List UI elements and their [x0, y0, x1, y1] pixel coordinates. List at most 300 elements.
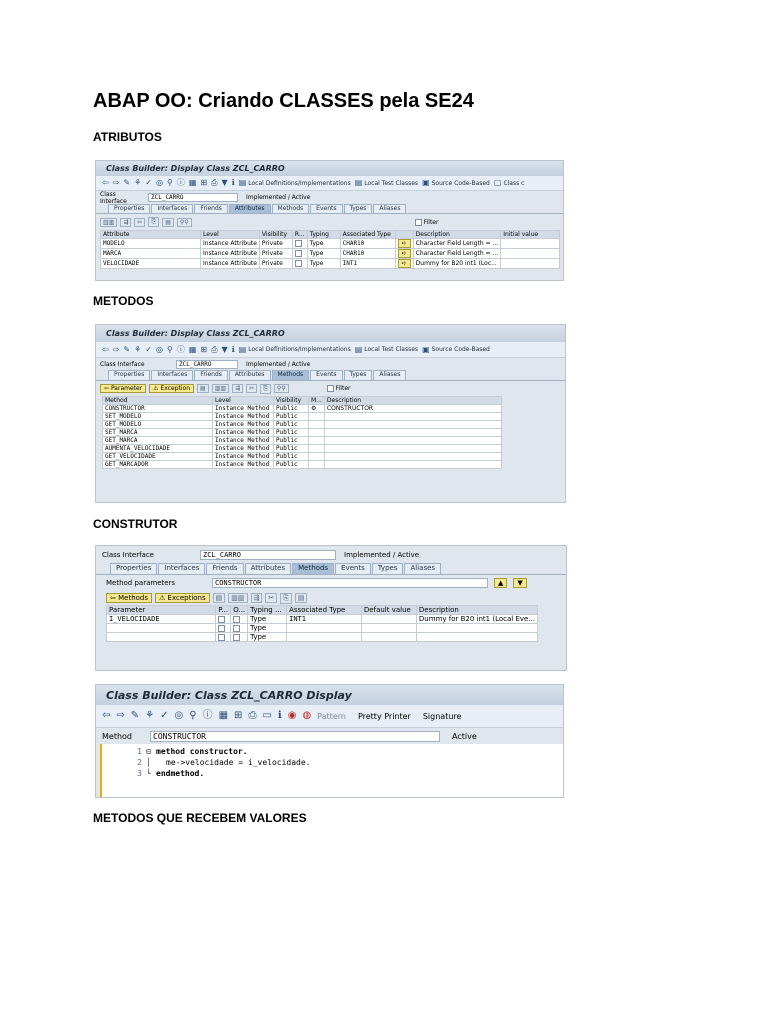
column-header: Default value	[361, 606, 416, 615]
copy-icon[interactable]: ⎘	[260, 384, 271, 394]
tab-aliases[interactable]: Aliases	[373, 204, 406, 213]
detail-icon[interactable]: ▥▥	[228, 593, 247, 603]
filter-icon[interactable]: ▭	[262, 710, 272, 721]
tools-icon[interactable]: ✎	[123, 178, 131, 187]
column-header: Level	[213, 397, 274, 405]
optional-checkbox[interactable]	[233, 625, 240, 632]
table-row[interactable]	[101, 239, 560, 249]
print-icon[interactable]: ⎙	[211, 178, 218, 187]
method-type-cell[interactable]	[309, 445, 325, 453]
method-type-cell[interactable]	[309, 461, 325, 469]
visibility-cell[interactable]: Private	[259, 249, 292, 259]
level-cell[interactable]: Instance Method	[213, 413, 274, 421]
local-test-classes-button[interactable]	[355, 179, 418, 187]
info-icon[interactable]: ⓘ	[176, 178, 185, 187]
tab-types[interactable]: Types	[344, 370, 373, 380]
description-cell[interactable]: CONSTRUCTOR	[324, 405, 501, 413]
tab-strip	[96, 370, 565, 380]
column-header: Initial value	[501, 231, 560, 239]
exception-button[interactable]	[149, 384, 194, 393]
column-header: Visibility	[274, 397, 309, 405]
tree-icon[interactable]: ⊞	[200, 178, 208, 187]
column-header: Visibility	[259, 231, 292, 239]
methods-button-label: Methods	[118, 594, 149, 602]
description-cell[interactable]: Dummy for B20 int1 (Local Eve...	[416, 615, 537, 624]
print-icon[interactable]: ⎙	[211, 344, 218, 354]
activate-icon[interactable]: ◎	[155, 178, 163, 187]
read-only-checkbox[interactable]	[295, 260, 302, 267]
parameter-button-label: Parameter	[110, 385, 143, 392]
parameter-cell[interactable]	[107, 624, 216, 633]
status-text: Implemented / Active	[246, 194, 311, 201]
filter-icon[interactable]: ▼	[221, 178, 228, 187]
paste-icon[interactable]: ▤	[162, 218, 174, 227]
code-line[interactable]: method constructor.	[156, 747, 248, 756]
typing-cell[interactable]: Type	[248, 624, 287, 633]
pass-by-value-cell[interactable]	[216, 615, 231, 624]
status-text: Active	[452, 731, 477, 741]
layout-icon[interactable]: ▦	[188, 178, 197, 187]
detail-icon[interactable]: ▥▥	[212, 384, 229, 393]
direct-type-cell[interactable]	[395, 249, 413, 259]
description-cell[interactable]: Character Field Length = ...	[413, 249, 501, 259]
pass-by-value-cell[interactable]	[216, 633, 231, 642]
filter-checkbox-group[interactable]	[327, 385, 351, 392]
constructor-parameters-screenshot	[95, 545, 567, 671]
level-cell[interactable]: Instance Method	[213, 437, 274, 445]
tab-friends[interactable]: Friends	[206, 563, 243, 574]
where-used-icon[interactable]: ⚲	[166, 344, 173, 354]
scroll-down-icon[interactable]: ▼	[513, 578, 526, 588]
class-interface-label: Class Interface	[100, 360, 145, 368]
method-cell[interactable]: SET_MODELO	[103, 413, 213, 421]
description-cell[interactable]: Character Field Length = ...	[413, 239, 501, 249]
class-interface-field[interactable]: ZCL_CARRO	[176, 360, 238, 369]
table-row[interactable]	[103, 405, 502, 413]
source-code-based-label: Source Code-Based	[431, 346, 490, 353]
info-box-icon[interactable]: ℹ	[277, 710, 282, 721]
read-only-cell[interactable]	[292, 259, 307, 269]
section-heading-atributos: ATRIBUTOS	[93, 130, 162, 144]
description-cell[interactable]	[324, 461, 501, 469]
parameter-toolbar	[96, 591, 566, 605]
method-type-cell[interactable]	[309, 405, 325, 413]
method-parameters-label: Method parameters	[106, 579, 176, 587]
attributes-table	[100, 230, 560, 269]
line-number: 3	[137, 769, 142, 778]
check-icon[interactable]: ✓	[145, 344, 152, 354]
code-icon: ▣	[422, 344, 430, 354]
local-test-classes-label: Local Test Classes	[364, 179, 419, 187]
column-header: M...	[309, 397, 325, 405]
tab-properties[interactable]: Properties	[108, 370, 150, 380]
table-toolbar	[96, 380, 565, 396]
method-cell[interactable]: CONSTRUCTOR	[103, 405, 213, 413]
description-cell[interactable]	[324, 445, 501, 453]
tree-icon[interactable]: ⊞	[200, 344, 208, 354]
visibility-cell[interactable]: Public	[274, 429, 309, 437]
local-test-classes-button[interactable]	[355, 346, 418, 354]
window-title: Class Builder: Display Class ZCL_CARRO	[96, 325, 565, 342]
back-icon[interactable]: ⇦	[102, 710, 111, 721]
method-cell[interactable]: GET_MARCA	[103, 437, 213, 445]
tab-types[interactable]: Types	[372, 563, 404, 574]
fold-end: └	[146, 769, 151, 778]
check-icon[interactable]: ✓	[145, 178, 152, 187]
table-row[interactable]	[101, 259, 560, 269]
tab-interfaces[interactable]: Interfaces	[151, 204, 193, 213]
class-interface-field[interactable]: ZCL_CARRO	[200, 550, 336, 560]
pattern-button[interactable]: Pattern	[317, 711, 346, 721]
tab-aliases[interactable]: Aliases	[373, 370, 406, 380]
visibility-cell[interactable]: Private	[259, 259, 292, 269]
exception-button-label: Exception	[160, 385, 191, 392]
direct-type-cell[interactable]	[395, 259, 413, 269]
column-header: Description	[324, 397, 501, 405]
paste-icon[interactable]: ▤	[295, 593, 308, 603]
tools-icon[interactable]: ✎	[123, 344, 131, 354]
arrow-right-icon[interactable]: ➪	[398, 239, 411, 248]
scroll-up-icon[interactable]: ▲	[494, 578, 507, 588]
method-cell[interactable]: GET_VELOCIDADE	[103, 453, 213, 461]
tab-events[interactable]: Events	[335, 563, 371, 574]
method-type-cell[interactable]	[309, 429, 325, 437]
visibility-cell[interactable]: Public	[274, 405, 309, 413]
local-definitions-button[interactable]	[239, 346, 351, 354]
breakpoint-icon[interactable]: ◉	[287, 710, 297, 721]
description-cell[interactable]	[324, 429, 501, 437]
tab-properties[interactable]: Properties	[110, 563, 157, 574]
typing-cell[interactable]: Type	[248, 615, 287, 624]
code-editor-screenshot	[95, 684, 564, 798]
associated-type-cell[interactable]: CHAR10	[340, 239, 395, 249]
arrow-left-icon: ⇦	[110, 594, 116, 602]
visibility-cell[interactable]: Public	[274, 413, 309, 421]
table-row[interactable]	[107, 624, 538, 633]
column-header: Typing ...	[248, 606, 287, 615]
hierarchy-icon[interactable]: ⚘	[134, 344, 142, 354]
method-type-cell[interactable]	[309, 453, 325, 461]
table-row[interactable]	[107, 633, 538, 642]
column-header: Method	[103, 397, 213, 405]
initial-value-cell[interactable]	[501, 239, 560, 249]
session-breakpoint-icon[interactable]: ◍	[302, 710, 312, 721]
pass-by-value-checkbox[interactable]	[218, 634, 225, 641]
column-header: O...	[231, 606, 248, 615]
tab-events[interactable]: Events	[310, 204, 342, 213]
table-row[interactable]	[103, 429, 502, 437]
tab-aliases[interactable]: Aliases	[404, 563, 441, 574]
copy-icon[interactable]: ⎘	[148, 217, 159, 227]
method-cell[interactable]: AUMENTA_VELOCIDADE	[103, 445, 213, 453]
source-icon[interactable]: ▤	[213, 593, 226, 603]
parameter-cell[interactable]	[107, 633, 216, 642]
class-interface-label: Class Interface	[100, 190, 127, 205]
local-definitions-button[interactable]	[239, 179, 351, 187]
description-cell[interactable]	[324, 437, 501, 445]
method-cell[interactable]: GET_MARCADOR	[103, 461, 213, 469]
class-icon: ▢	[493, 178, 502, 187]
hierarchy-icon[interactable]: ⚘	[134, 178, 142, 187]
tab-attributes[interactable]: Attributes	[229, 370, 271, 380]
optional-cell[interactable]	[231, 633, 248, 642]
toolbar	[96, 176, 563, 191]
default-value-cell[interactable]	[361, 624, 416, 633]
class-interface-row	[96, 546, 566, 563]
tab-attributes[interactable]: Attributes	[229, 204, 271, 213]
optional-cell[interactable]	[231, 615, 248, 624]
tab-strip	[96, 563, 566, 574]
cut-icon[interactable]: ✂	[134, 218, 145, 227]
constructor-icon: ⚙	[311, 405, 317, 412]
detail-icon[interactable]: ▥▥	[100, 218, 117, 227]
table-row[interactable]	[103, 413, 502, 421]
layout-icon[interactable]: ▦	[218, 710, 229, 721]
method-type-cell[interactable]	[309, 437, 325, 445]
optional-checkbox[interactable]	[233, 634, 240, 641]
typing-cell[interactable]: Type	[248, 633, 287, 642]
table-row[interactable]	[101, 249, 560, 259]
exceptions-button-label: Exceptions	[167, 594, 206, 602]
visibility-cell[interactable]: Public	[274, 453, 309, 461]
tab-methods[interactable]: Methods	[272, 204, 310, 213]
direct-type-cell[interactable]	[395, 239, 413, 249]
class-interface-row	[96, 358, 565, 370]
table-row[interactable]	[103, 445, 502, 453]
pass-by-value-checkbox[interactable]	[218, 625, 225, 632]
read-only-checkbox[interactable]	[295, 240, 302, 247]
section-heading-construtor: CONSTRUTOR	[93, 517, 178, 531]
section-heading-metodos-que-recebem-valores: METODOS QUE RECEBEM VALORES	[93, 811, 307, 825]
code-line[interactable]: endmethod.	[156, 769, 205, 778]
default-value-cell[interactable]	[361, 633, 416, 642]
initial-value-cell[interactable]	[501, 249, 560, 259]
description-cell[interactable]: Dummy for B20 int1 (Loc...	[413, 259, 501, 269]
back-icon[interactable]: ⇦	[102, 344, 109, 354]
signature-button[interactable]: Signature	[422, 711, 462, 721]
column-header: P...	[216, 606, 231, 615]
fold-gutter	[146, 744, 154, 798]
arrow-right-icon[interactable]: ➪	[398, 249, 411, 258]
description-cell[interactable]	[416, 624, 537, 633]
description-cell[interactable]	[324, 453, 501, 461]
table-row[interactable]	[103, 437, 502, 445]
source-code-based-button[interactable]	[422, 179, 490, 187]
filter-icon[interactable]: ▼	[221, 344, 228, 354]
find-icon[interactable]: ⚲⚲	[177, 218, 192, 227]
level-cell[interactable]: Instance Attribute	[201, 249, 260, 259]
method-type-cell[interactable]	[309, 413, 325, 421]
print-icon[interactable]: ⎙	[248, 710, 257, 721]
info-icon[interactable]: ⓘ	[202, 710, 213, 721]
filter-checkbox[interactable]	[415, 219, 422, 226]
forward-icon[interactable]: ⇨	[112, 178, 120, 187]
typing-cell[interactable]: Type	[307, 239, 340, 249]
associated-type-cell[interactable]	[287, 633, 362, 642]
layout-icon[interactable]: ▦	[188, 344, 197, 354]
document-icon: ▤	[354, 344, 363, 354]
document-icon: ▤	[238, 344, 247, 354]
code-line[interactable]: me->velocidade = i_velocidade.	[166, 758, 311, 767]
local-test-classes-label: Local Test Classes	[364, 346, 419, 353]
column-header: Attribute	[101, 231, 201, 239]
pass-by-value-cell[interactable]	[216, 624, 231, 633]
tab-strip	[96, 204, 563, 213]
filter-checkbox-group[interactable]	[415, 219, 439, 226]
tab-friends[interactable]: Friends	[194, 370, 228, 380]
table-header-row	[101, 231, 560, 239]
info-box-icon[interactable]: ℹ	[231, 344, 235, 354]
table-row[interactable]	[107, 615, 538, 624]
method-label: Method	[102, 731, 133, 741]
where-used-icon[interactable]: ⚲	[166, 178, 173, 187]
table-row[interactable]	[103, 453, 502, 461]
initial-value-cell[interactable]	[501, 259, 560, 269]
table-header-row	[107, 606, 538, 615]
method-parameters-field[interactable]: CONSTRUCTOR	[212, 578, 488, 588]
back-icon[interactable]: ⇦	[102, 178, 109, 187]
attribute-cell[interactable]: MODELO	[101, 239, 201, 249]
source-code-based-button[interactable]	[422, 346, 490, 354]
read-only-cell[interactable]	[292, 249, 307, 259]
where-used-icon[interactable]: ⚲	[189, 710, 197, 721]
line-number: 1	[137, 747, 142, 756]
cut-icon[interactable]: ✂	[265, 593, 277, 603]
insert-row-icon[interactable]: ⇶	[120, 218, 131, 227]
level-cell[interactable]: Instance Method	[213, 429, 274, 437]
table-row[interactable]	[103, 461, 502, 469]
visibility-cell[interactable]: Public	[274, 437, 309, 445]
insert-row-icon[interactable]: ⇶	[251, 593, 263, 603]
pretty-printer-button[interactable]: Pretty Printer	[357, 711, 411, 721]
typing-cell[interactable]: Type	[307, 249, 340, 259]
tab-methods[interactable]: Methods	[292, 563, 334, 574]
tab-properties[interactable]: Properties	[108, 204, 150, 213]
level-cell[interactable]: Instance Attribute	[201, 259, 260, 269]
method-type-cell[interactable]	[309, 421, 325, 429]
read-only-cell[interactable]	[292, 239, 307, 249]
code-editor[interactable]	[100, 744, 563, 798]
tab-interfaces[interactable]: Interfaces	[158, 563, 205, 574]
parameter-cell[interactable]: I_VELOCIDADE	[107, 615, 216, 624]
method-field[interactable]: CONSTRUCTOR	[150, 731, 440, 742]
attribute-cell[interactable]: MARCA	[101, 249, 201, 259]
insert-row-icon[interactable]: ⇶	[232, 384, 243, 393]
optional-checkbox[interactable]	[233, 616, 240, 623]
visibility-cell[interactable]: Public	[274, 421, 309, 429]
arrow-right-icon[interactable]: ➪	[398, 259, 411, 268]
attribute-cell[interactable]: VELOCIDADE	[101, 259, 201, 269]
description-cell[interactable]	[324, 421, 501, 429]
methods-screenshot	[95, 324, 566, 503]
class-button[interactable]	[494, 179, 525, 187]
associated-type-cell[interactable]: INT1	[340, 259, 395, 269]
visibility-cell[interactable]: Public	[274, 445, 309, 453]
column-header: R...	[292, 231, 307, 239]
exceptions-button[interactable]	[155, 593, 210, 603]
parameters-table	[106, 605, 538, 642]
description-cell[interactable]	[324, 413, 501, 421]
code-icon: ▣	[422, 178, 430, 187]
associated-type-cell[interactable]: CHAR10	[340, 249, 395, 259]
typing-cell[interactable]: Type	[307, 259, 340, 269]
read-only-checkbox[interactable]	[295, 250, 302, 257]
table-row[interactable]	[103, 421, 502, 429]
info-box-icon[interactable]: ℹ	[231, 178, 235, 187]
exception-icon: ⚠	[159, 594, 166, 602]
source-code-based-label: Source Code-Based	[431, 179, 490, 187]
level-cell[interactable]: Instance Method	[213, 461, 274, 469]
activate-icon[interactable]: ◎	[174, 710, 184, 721]
code-text[interactable]	[154, 744, 311, 798]
tab-friends[interactable]: Friends	[194, 204, 228, 213]
method-cell[interactable]: SET_MARCA	[103, 429, 213, 437]
table-header-row	[103, 397, 502, 405]
methods-button[interactable]	[106, 593, 152, 603]
column-header: Description	[413, 231, 501, 239]
filter-checkbox[interactable]	[327, 385, 334, 392]
tab-types[interactable]: Types	[344, 204, 373, 213]
visibility-cell[interactable]: Public	[274, 461, 309, 469]
document-title: ABAP OO: Criando CLASSES pela SE24	[93, 90, 474, 112]
column-header: Associated Type	[287, 606, 362, 615]
associated-type-cell[interactable]	[287, 624, 362, 633]
level-cell[interactable]: Instance Attribute	[201, 239, 260, 249]
column-header: Typing	[307, 231, 340, 239]
line-numbers	[102, 744, 146, 798]
find-icon[interactable]: ⚲⚲	[274, 384, 289, 393]
hierarchy-icon[interactable]: ⚘	[145, 710, 155, 721]
tree-icon[interactable]: ⊞	[234, 710, 243, 721]
associated-type-cell[interactable]: INT1	[287, 615, 362, 624]
toolbar	[96, 342, 565, 358]
pass-by-value-checkbox[interactable]	[218, 616, 225, 623]
check-icon[interactable]: ✓	[160, 710, 169, 721]
cut-icon[interactable]: ✂	[246, 384, 257, 393]
tab-methods[interactable]: Methods	[272, 370, 310, 380]
method-cell[interactable]: GET_MODELO	[103, 421, 213, 429]
method-row	[96, 728, 563, 744]
collapse-icon[interactable]: ⊟	[146, 747, 151, 756]
activate-icon[interactable]: ◎	[155, 344, 163, 354]
filter-label: Filter	[335, 385, 351, 392]
level-cell[interactable]: Instance Method	[213, 421, 274, 429]
forward-icon[interactable]: ⇨	[112, 344, 120, 354]
copy-icon[interactable]: ⎘	[280, 593, 292, 604]
level-cell[interactable]: Instance Method	[213, 453, 274, 461]
column-header: Parameter	[107, 606, 216, 615]
optional-cell[interactable]	[231, 624, 248, 633]
info-icon[interactable]: ⓘ	[176, 344, 185, 354]
level-cell[interactable]: Instance Method	[213, 445, 274, 453]
class-interface-field[interactable]: ZCL_CARRO	[148, 193, 238, 202]
source-icon[interactable]: ▤	[197, 384, 209, 393]
tab-events[interactable]: Events	[310, 370, 342, 380]
visibility-cell[interactable]: Private	[259, 239, 292, 249]
table-toolbar	[96, 213, 563, 230]
attributes-screenshot	[95, 160, 564, 281]
tab-attributes[interactable]: Attributes	[245, 563, 292, 574]
forward-icon[interactable]: ⇨	[116, 710, 125, 721]
local-definitions-label: Local Definitions/Implementations	[248, 179, 351, 187]
description-cell[interactable]	[416, 633, 537, 642]
level-cell[interactable]: Instance Method	[213, 405, 274, 413]
parameter-button[interactable]	[100, 384, 146, 393]
tab-interfaces[interactable]: Interfaces	[151, 370, 193, 380]
tools-icon[interactable]: ✎	[130, 710, 140, 721]
status-text: Implemented / Active	[344, 550, 420, 559]
default-value-cell[interactable]	[361, 615, 416, 624]
